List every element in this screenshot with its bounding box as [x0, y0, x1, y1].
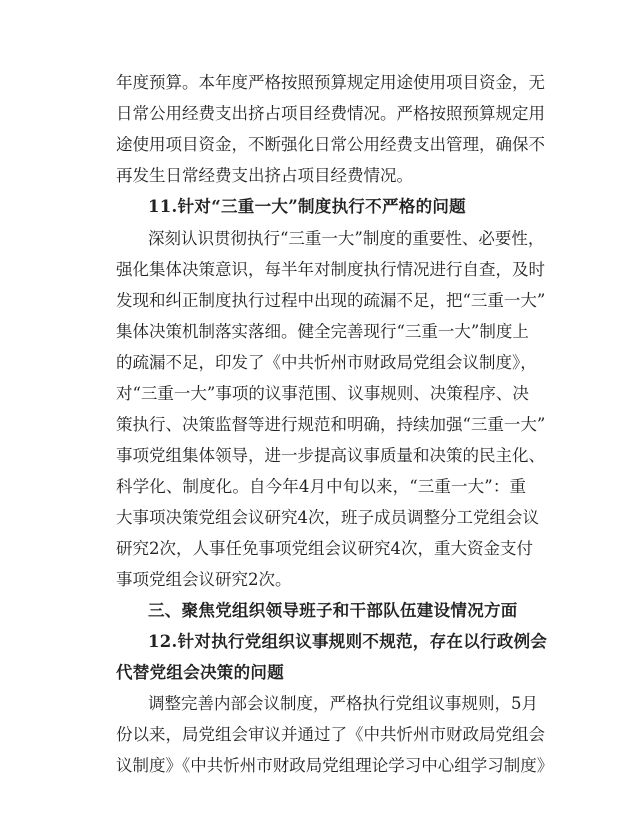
heading-11: 11.针对“三重一大”制度执行不严格的问题: [148, 197, 466, 216]
text-line: 对“三重一大”事项的议事范围、议事规则、决策程序、决: [116, 384, 529, 403]
text-line: 再发生日常经费支出挤占项目经费情况。: [116, 166, 413, 185]
heading-12-line-2: 代替党组会决策的问题: [116, 663, 284, 682]
text-line: 的疏漏不足，印发了《中共忻州市财政局党组会议制度》，: [116, 353, 537, 372]
text-line: 事项党组会议研究2次。: [116, 570, 292, 589]
text-line: 集体决策机制落实落细。健全完善现行“三重一大”制度上: [116, 322, 529, 341]
text-line: 事项党组集体领导，进一步提高议事质量和决策的民主化、: [116, 446, 545, 465]
text-line: 强化集体决策意识，每半年对制度执行情况进行自查，及时: [116, 260, 545, 279]
heading-12-line-1: 12.针对执行党组织议事规则不规范，存在以行政例会: [148, 632, 548, 651]
text-line: 日常公用经费支出挤占项目经费情况。严格按照预算规定用: [116, 104, 545, 123]
text-line: 科学化、制度化。自今年4月中旬以来，“三重一大”：重: [116, 477, 526, 496]
text-line: 发现和纠正制度执行过程中出现的疏漏不足，把“三重一大”: [116, 291, 546, 310]
text-line: 议制度》《中共忻州市财政局党组理论学习中心组学习制度》: [116, 756, 554, 775]
section-heading-3: 三、聚焦党组织领导班子和干部队伍建设情况方面: [148, 601, 518, 620]
text-line: 策执行、决策监督等进行规范和明确，持续加强“三重一大”: [116, 415, 546, 434]
text-line: 深刻认识贯彻执行“三重一大”制度的重要性、必要性，: [148, 229, 545, 248]
text-line: 大事项决策党组会议研究4次，班子成员调整分工党组会议: [116, 508, 539, 527]
text-line: 调整完善内部会议制度，严格执行党组议事规则，5月: [148, 694, 538, 713]
text-line: 份以来，局党组会审议并通过了《中共忻州市财政局党组会: [116, 725, 545, 744]
text-line: 年度预算。本年度严格按照预算规定用途使用项目资金，无: [116, 73, 545, 92]
text-line: 研究2次，人事任免事项党组会议研究4次，重大资金支付: [116, 539, 533, 558]
text-line: 途使用项目资金，不断强化日常公用经费支出管理，确保不: [116, 135, 545, 154]
